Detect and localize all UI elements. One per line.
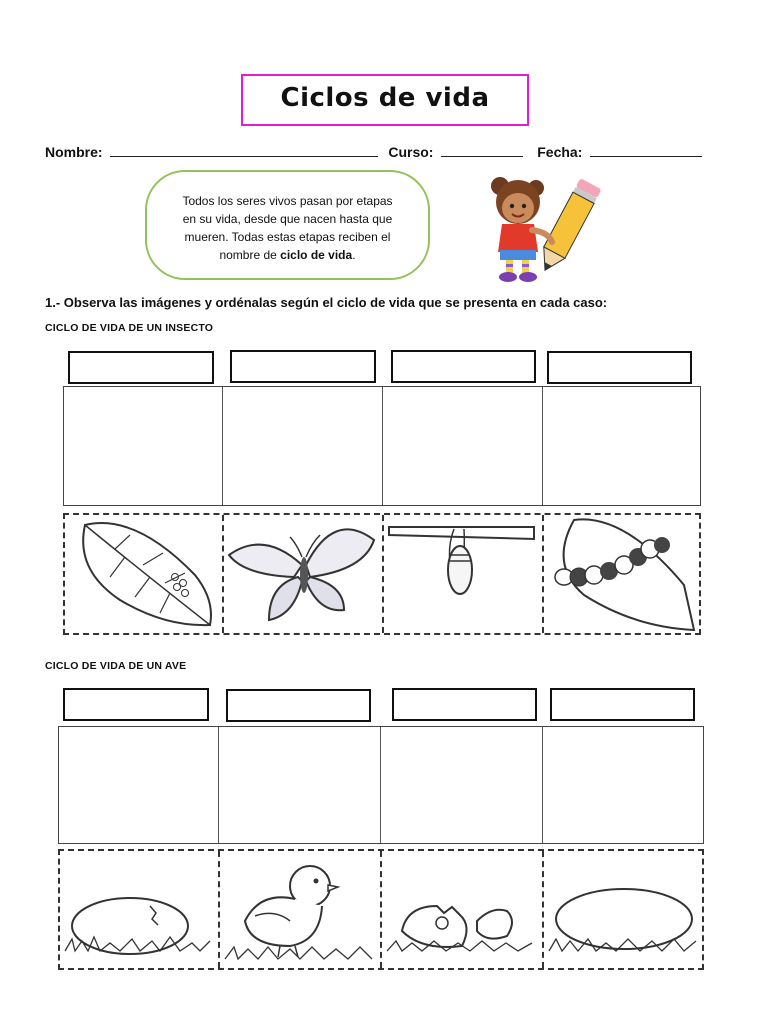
insect-picture-cell[interactable]: [65, 515, 224, 633]
insect-empty-grid: [63, 386, 701, 506]
curso-label: Curso:: [388, 144, 434, 160]
egg-cracking-icon: [60, 851, 216, 968]
insect-answer-box-3[interactable]: [391, 350, 536, 383]
insect-drop-cell-1[interactable]: [64, 387, 223, 505]
title-box: [241, 74, 529, 126]
chrysalis-icon: [384, 515, 540, 633]
insect-section-label: CICLO DE VIDA DE UN INSECTO: [45, 322, 214, 334]
nombre-label: Nombre:: [45, 144, 103, 160]
bubble-line: en su vida, desde que nacen hasta que: [182, 212, 393, 226]
insect-drop-cell-2[interactable]: [223, 387, 383, 505]
bird-picture-cell[interactable]: [382, 851, 544, 968]
leaf-eggs-icon: [65, 515, 220, 633]
bird-picture-cell[interactable]: [544, 851, 706, 968]
egg-icon: [544, 851, 702, 968]
bubble-keyword: ciclo de vida: [280, 248, 353, 262]
bubble-line: Todos los seres vivos pasan por etapas: [182, 194, 393, 208]
bird-empty-grid: [58, 726, 704, 844]
insect-drop-cell-4[interactable]: [543, 387, 701, 505]
nombre-field[interactable]: [110, 144, 378, 157]
insect-picture-cell[interactable]: [384, 515, 544, 633]
bird-answer-box-2[interactable]: [226, 689, 371, 722]
insect-answer-box-2[interactable]: [230, 350, 376, 383]
bird-picture-cell[interactable]: [60, 851, 220, 968]
bird-section-label: CICLO DE VIDA DE UN AVE: [45, 660, 187, 672]
bird-answer-box-1[interactable]: [63, 688, 209, 721]
insect-picture-cell[interactable]: [544, 515, 703, 633]
chick-icon: [220, 851, 378, 968]
page-title: Ciclos de vida: [280, 83, 490, 113]
girl-with-pencil-icon: [478, 172, 613, 284]
bird-drop-cell-3[interactable]: [381, 727, 543, 843]
insect-answer-box-1[interactable]: [68, 351, 214, 384]
bird-picture-cell[interactable]: [220, 851, 382, 968]
instruction-text: 1.- Observa las imágenes y ordénalas según el ciclo de vida que se presenta en cada caso:: [45, 295, 608, 310]
insect-answer-box-4[interactable]: [547, 351, 692, 384]
curso-field[interactable]: [441, 144, 523, 157]
bubble-line: mueren. Todas estas etapas reciben el: [184, 230, 391, 244]
bird-drop-cell-4[interactable]: [543, 727, 704, 843]
bubble-line: nombre de ciclo de vida.: [219, 248, 356, 262]
insect-picture-strip: [63, 513, 701, 635]
intro-bubble: [145, 170, 430, 280]
insect-drop-cell-3[interactable]: [383, 387, 543, 505]
bird-answer-box-3[interactable]: [392, 688, 537, 721]
fecha-label: Fecha:: [537, 144, 583, 160]
bird-answer-box-4[interactable]: [550, 688, 695, 721]
fecha-field[interactable]: [590, 144, 702, 157]
caterpillar-icon: [544, 515, 699, 633]
insect-picture-cell[interactable]: [224, 515, 384, 633]
bird-drop-cell-2[interactable]: [219, 727, 381, 843]
bird-drop-cell-1[interactable]: [59, 727, 219, 843]
student-info-line: [45, 144, 702, 160]
butterfly-icon: [224, 515, 380, 633]
hatching-chick-icon: [382, 851, 540, 968]
bird-picture-strip: [58, 849, 704, 970]
